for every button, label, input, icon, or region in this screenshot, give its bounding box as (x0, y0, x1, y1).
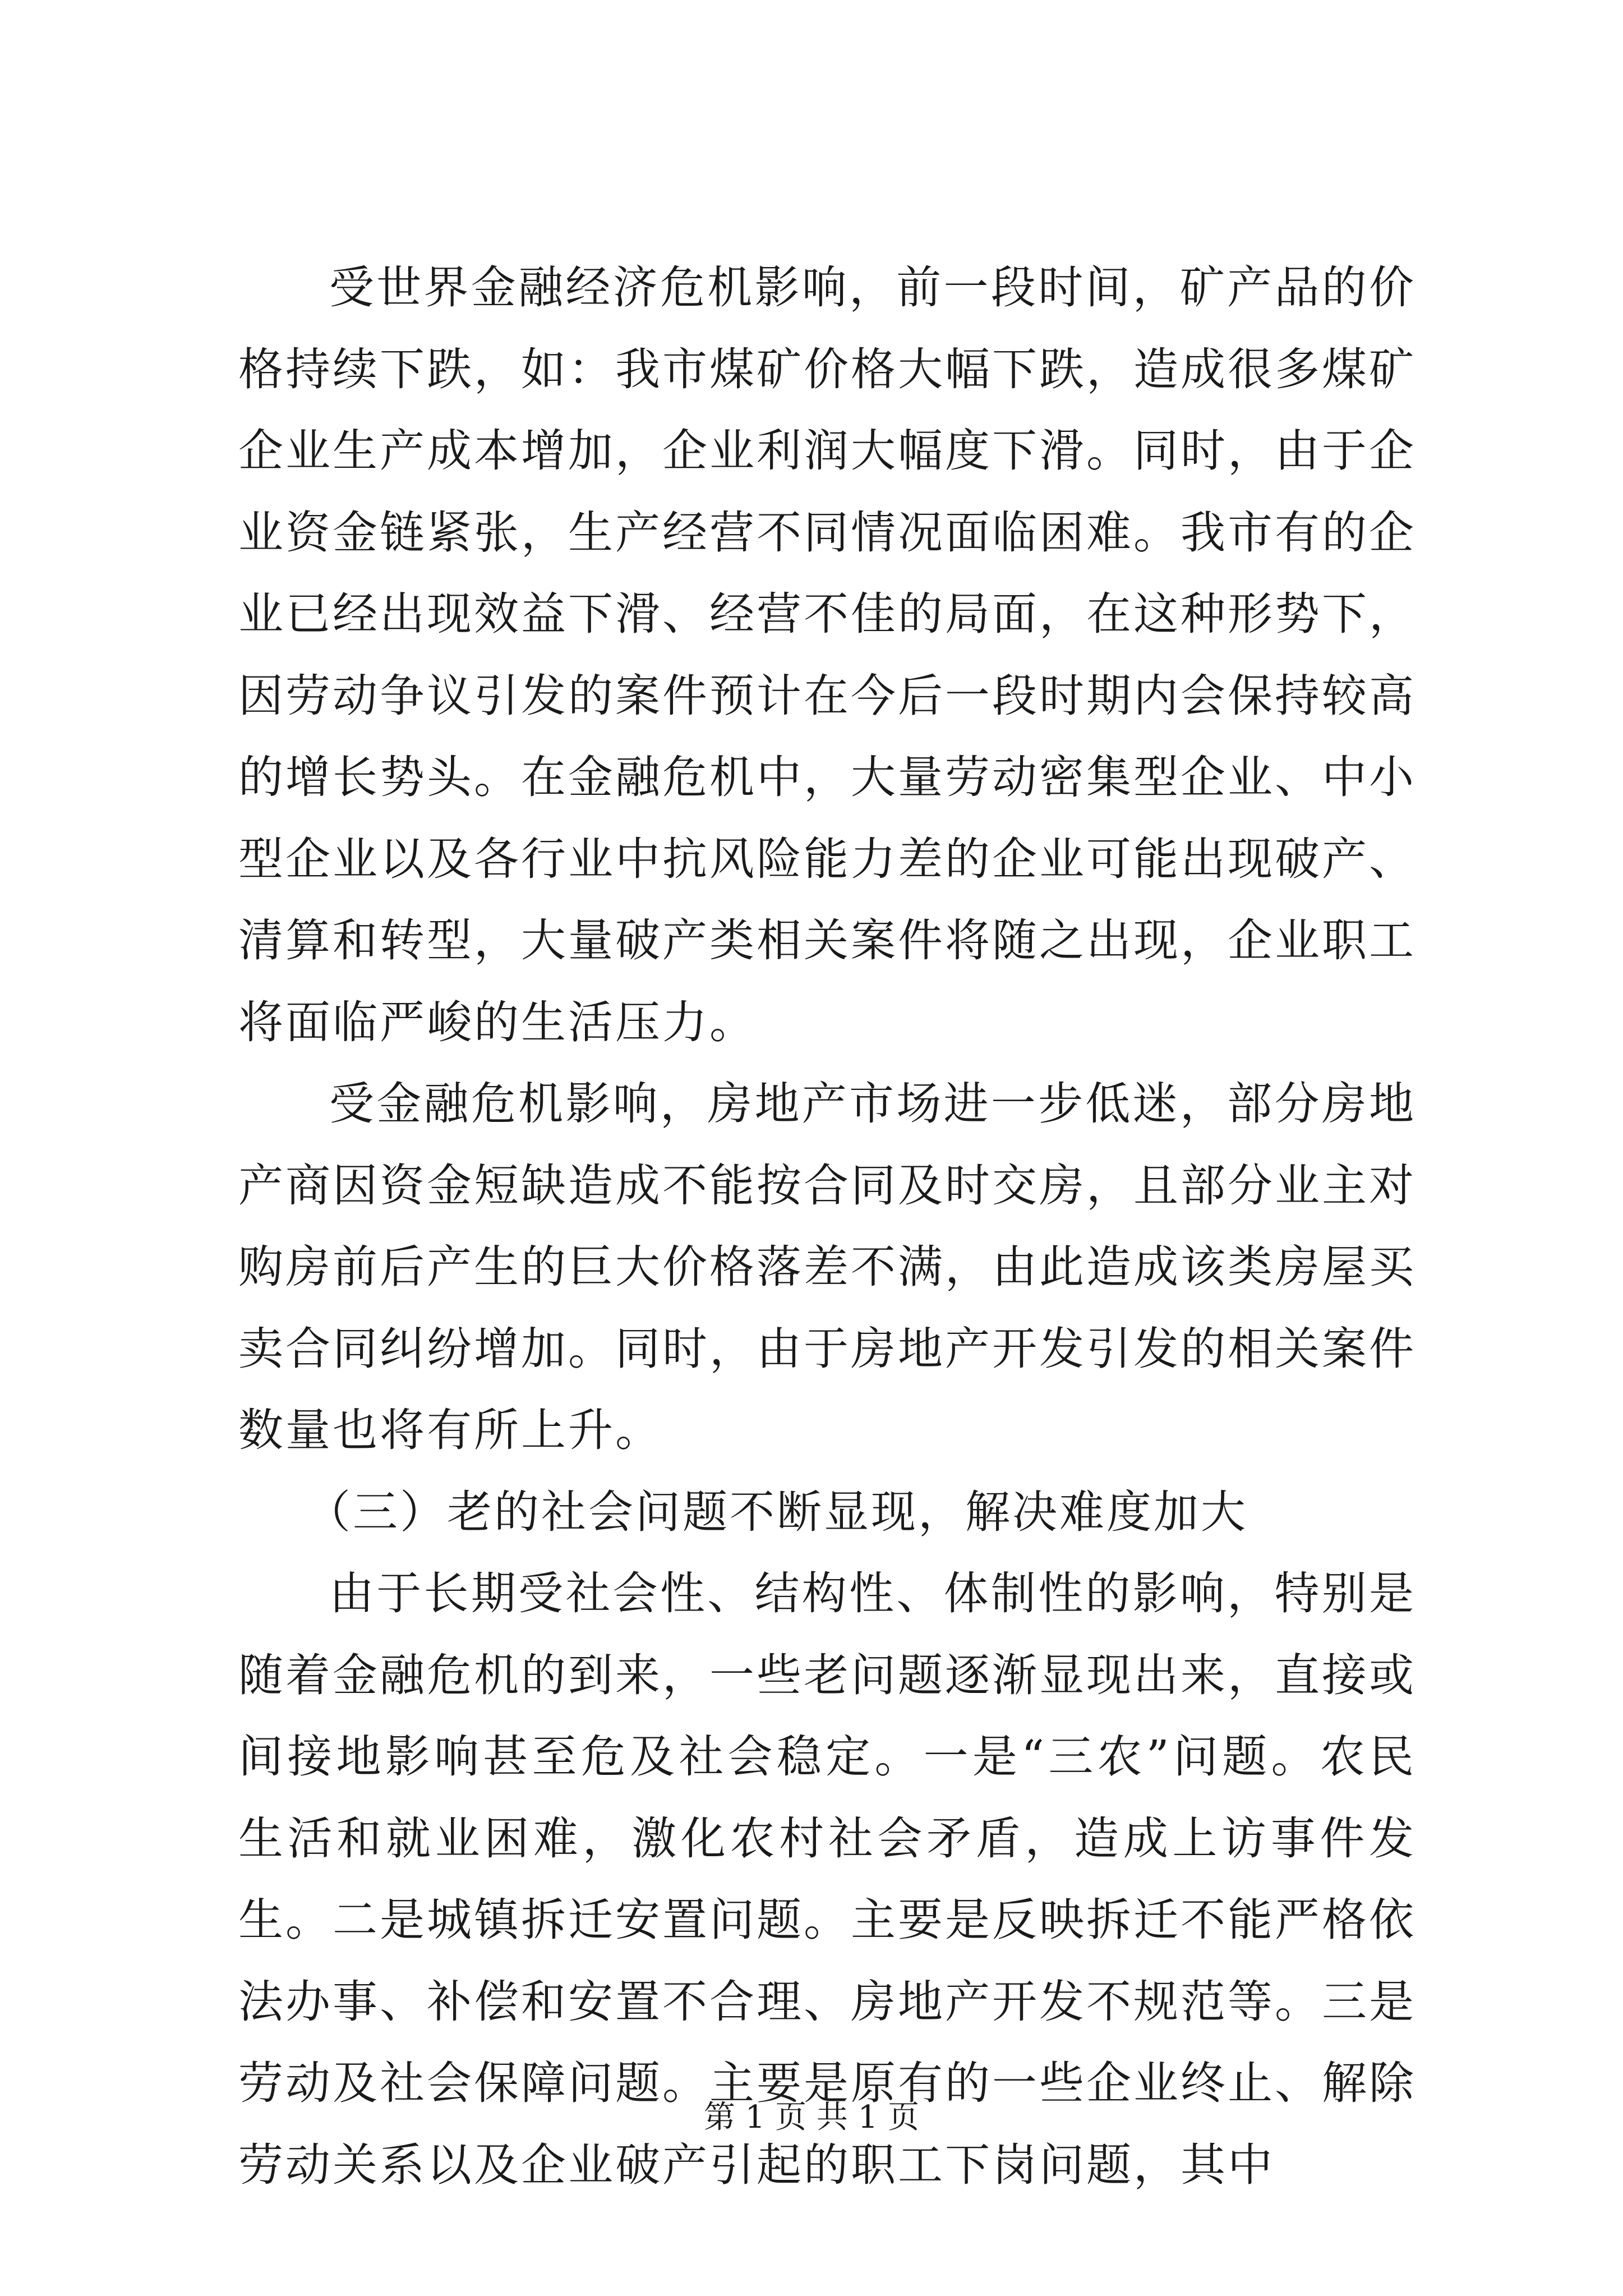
paragraph-mineral-prices: 受世界金融经济危机影响，前一段时间，矿产品的价格持续下跌，如：我市煤矿价格大幅下跌，造成很多煤矿企业生产成本增加，企业利润大幅度下滑。同时，由于企业资金链紧张，生产经营不同情况面临困难。我市有的企业已经出现效益下滑、经营不佳的局面，在这种形势下，因劳动争议引发的案件预计在今后一段时期内会保持较高的增长势头。在金融危机中，大量劳动密集型企业、中小型企业以及各行业中抗风险能力差的企业可能出现破产、清算和转型，大量破产类相关案件将随之出现，企业职工将面临严峻的生活压力。 (238, 261, 1416, 1048)
document-body (238, 247, 1416, 2206)
page-footer: 第 1 页 共 1 页 (703, 2099, 920, 2136)
paragraph-social-issues: 由于长期受社会性、结构性、体制性的影响，特别是随着金融危机的到来，一些老问题逐渐显现出来，直接或间接地影响甚至危及社会稳定。一是“三农”问题。农民生活和就业困难，激化农村社会矛盾，造成上访事件发生。二是城镇拆迁安置问题。主要是反映拆迁不能严格依法办事、补偿和安置不合理、房地产开发不规范等。三是劳动及社会保障问题。主要是原有的一些企业终止、解除劳动关系以及企业破产引起的职工下岗问题，其中 (238, 1567, 1416, 2191)
section-heading: （三）老的社会问题不断显现，解决难度加大 (306, 1485, 1248, 1538)
paragraph-real-estate: 受金融危机影响，房地产市场进一步低迷，部分房地产商因资金短缺造成不能按合同及时交房，且部分业主对购房前后产生的巨大价格落差不满，由此造成该类房屋买卖合同纠纷增加。同时，由于房地产开发引发的相关案件数量也将有所上升。 (238, 1078, 1416, 1456)
